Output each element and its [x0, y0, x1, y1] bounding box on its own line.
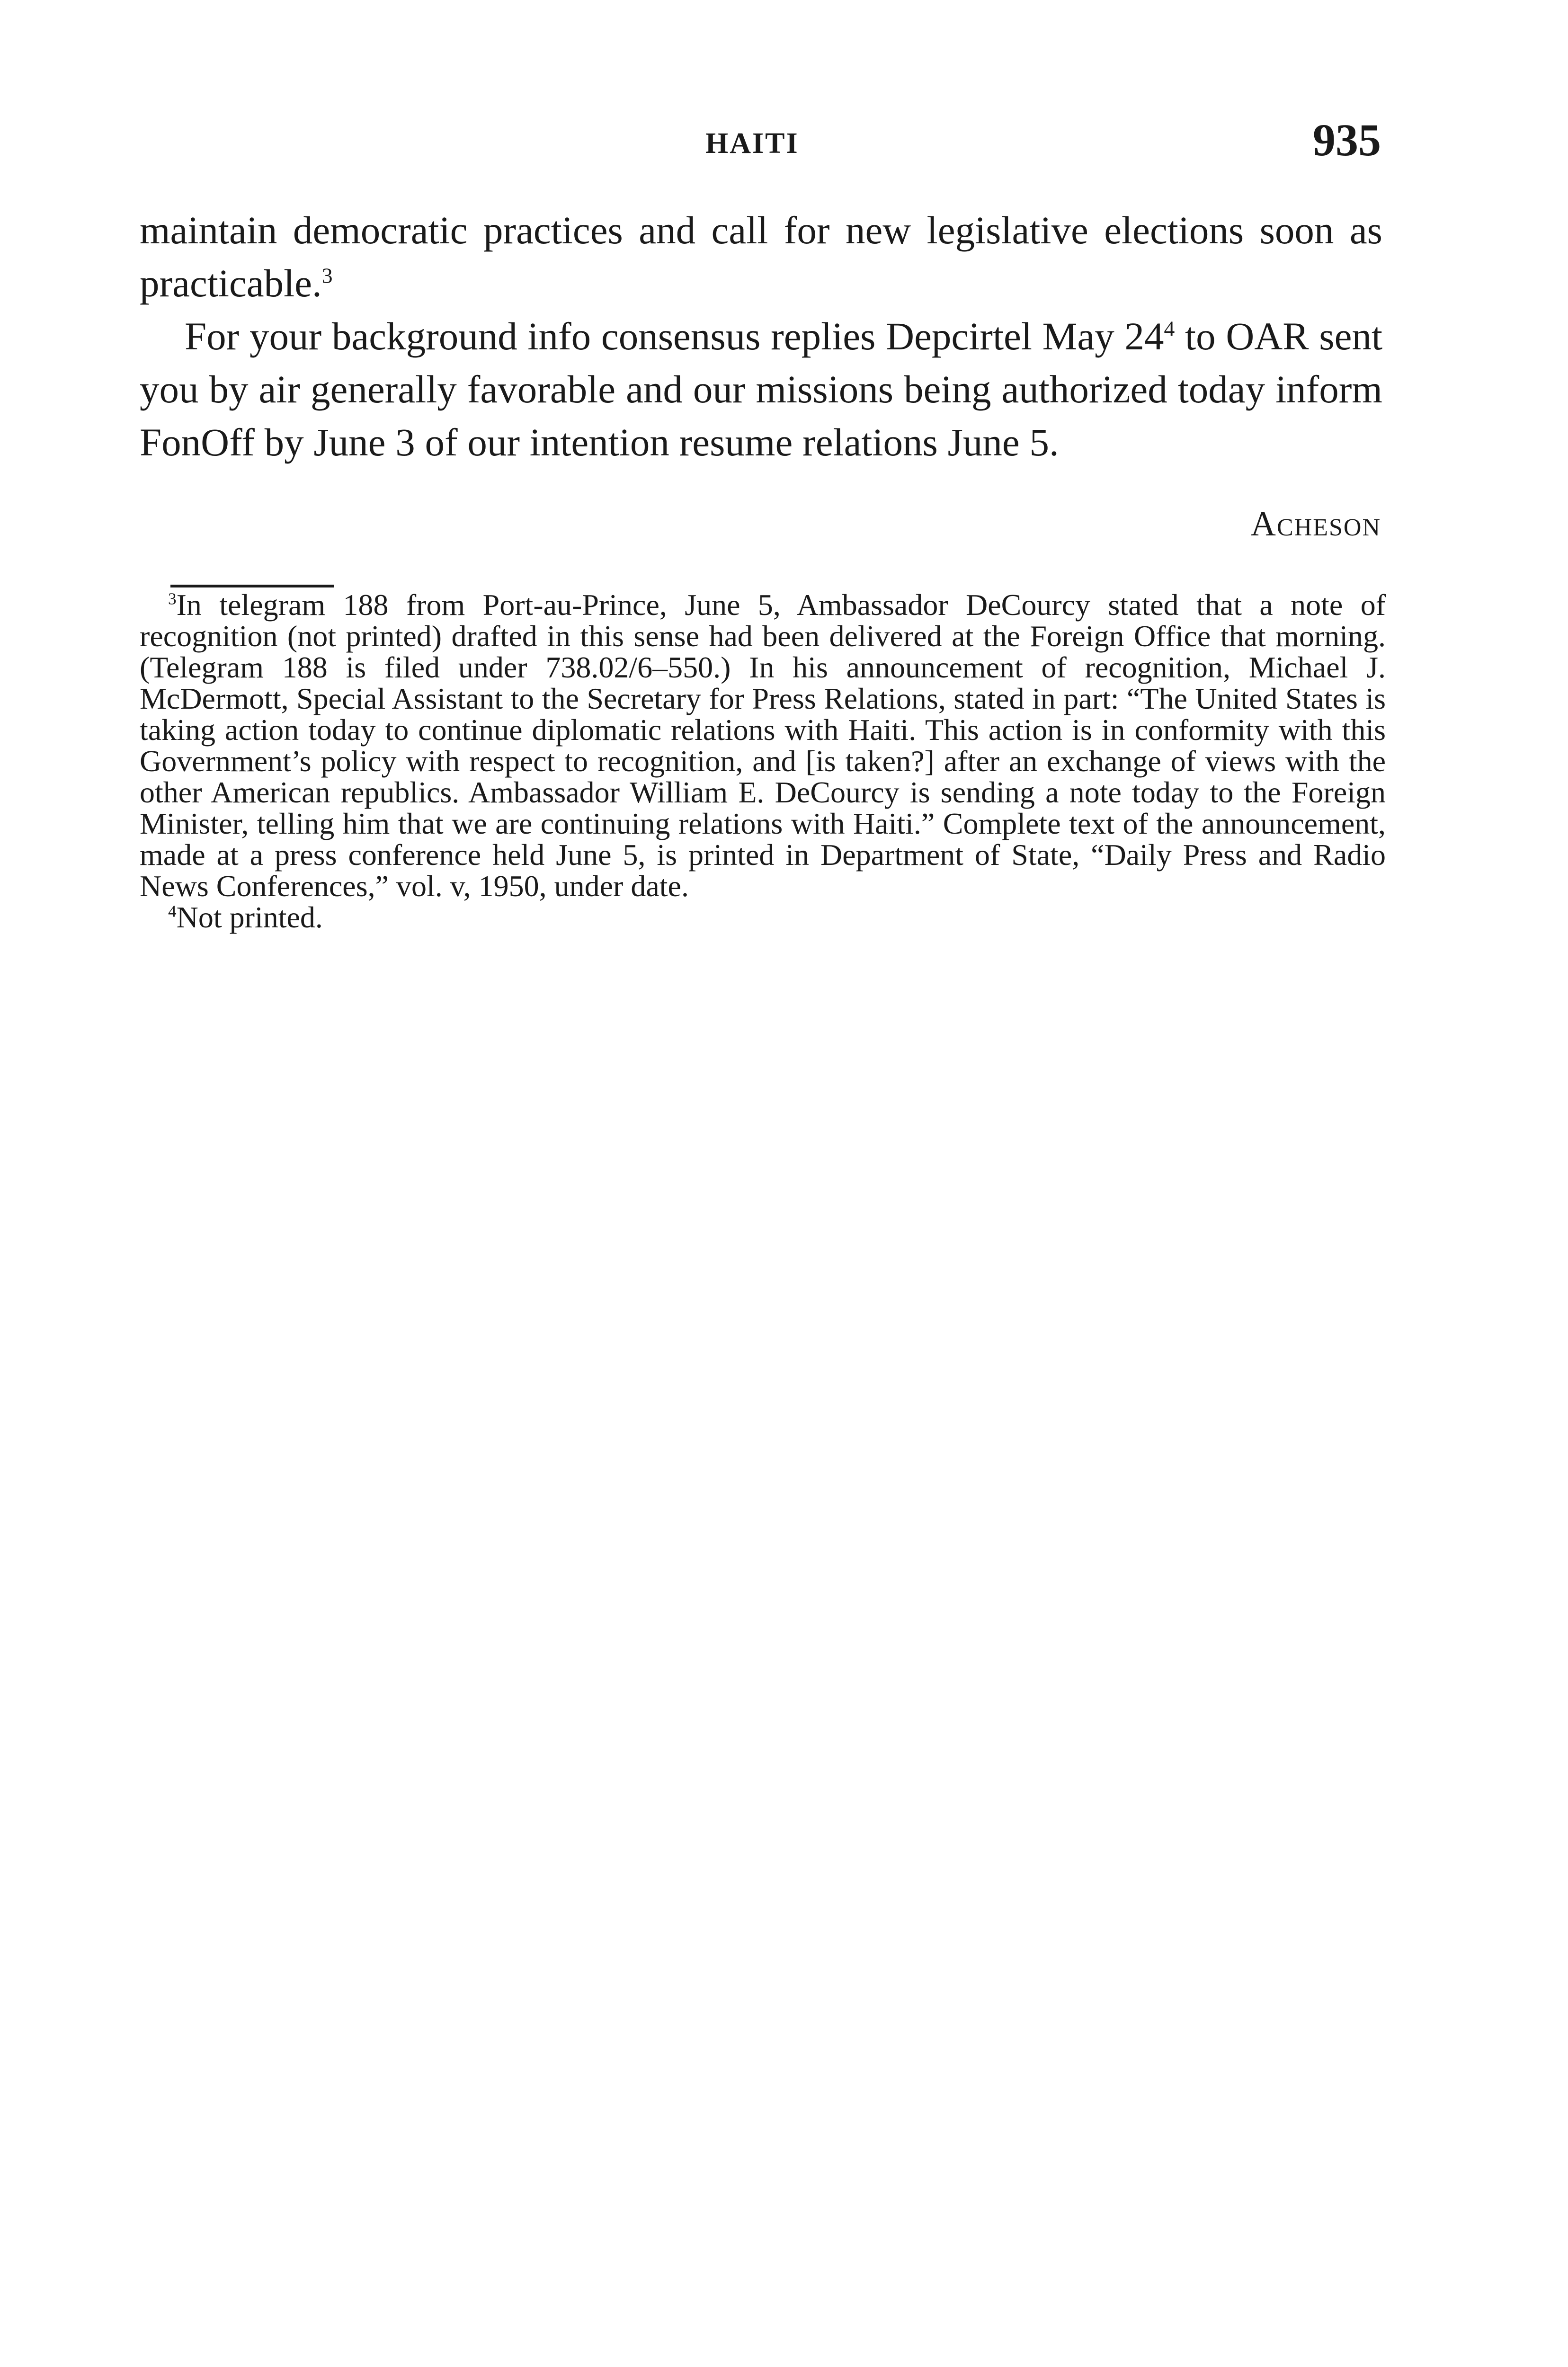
signature: Acheson	[1250, 505, 1381, 543]
main-text	[140, 204, 1382, 469]
footnote-marker: 4	[168, 902, 177, 921]
paragraph-2-text-b: to OAR sent you by air generally favorable and our missions being authorized today inform FonOff by June 3 of our intention resume relations June 5.	[140, 314, 1383, 464]
footnote	[140, 589, 1386, 902]
footnote-ref-4: 4	[1164, 316, 1175, 341]
page-number: 935	[1313, 115, 1381, 165]
running-head-title: HAITI	[705, 127, 799, 160]
footnote-divider	[170, 585, 334, 587]
footnote-text: In telegram 188 from Port-au-Prince, June 5, Ambassador DeCourcy stated that a note of recognition (not printed) drafted in this sense had been delivered at the Foreign Office that morning. (Telegram 188 is filed under 738.02/6–550.) In his announcement of recognition, Michael J. McDermott, Special Assistant to the Secretary for Press Relations, stated in part: “The United States is taking action today to continue diplomatic relations with Haiti. This action is in conformity with this Government’s policy with respect to recognition, and [is taken?] after an exchange of views with the other American republics. Ambassador William E. DeCourcy is sending a note today to the Foreign Minister, telling him that we are continuing relations with Haiti.” Complete text of the announcement, made at a press conference held June 5, is printed in Department of State, “Daily Press and Radio News Conferences,” vol. v, 1950, under date.	[140, 588, 1386, 903]
footnote-ref-3: 3	[321, 263, 333, 288]
footnote	[140, 902, 1386, 933]
paragraph-1-text: maintain democratic practices and call for new legislative elections soon as practicable.	[140, 208, 1382, 305]
footnote-marker: 3	[168, 589, 177, 608]
paragraph-continued	[140, 204, 1382, 310]
paragraph-2-text-a: For your background info consensus replies Depcirtel May 24	[185, 314, 1164, 358]
footnote-text: Not printed.	[176, 900, 323, 934]
footnotes	[140, 589, 1386, 933]
paragraph-background-info	[140, 310, 1382, 469]
